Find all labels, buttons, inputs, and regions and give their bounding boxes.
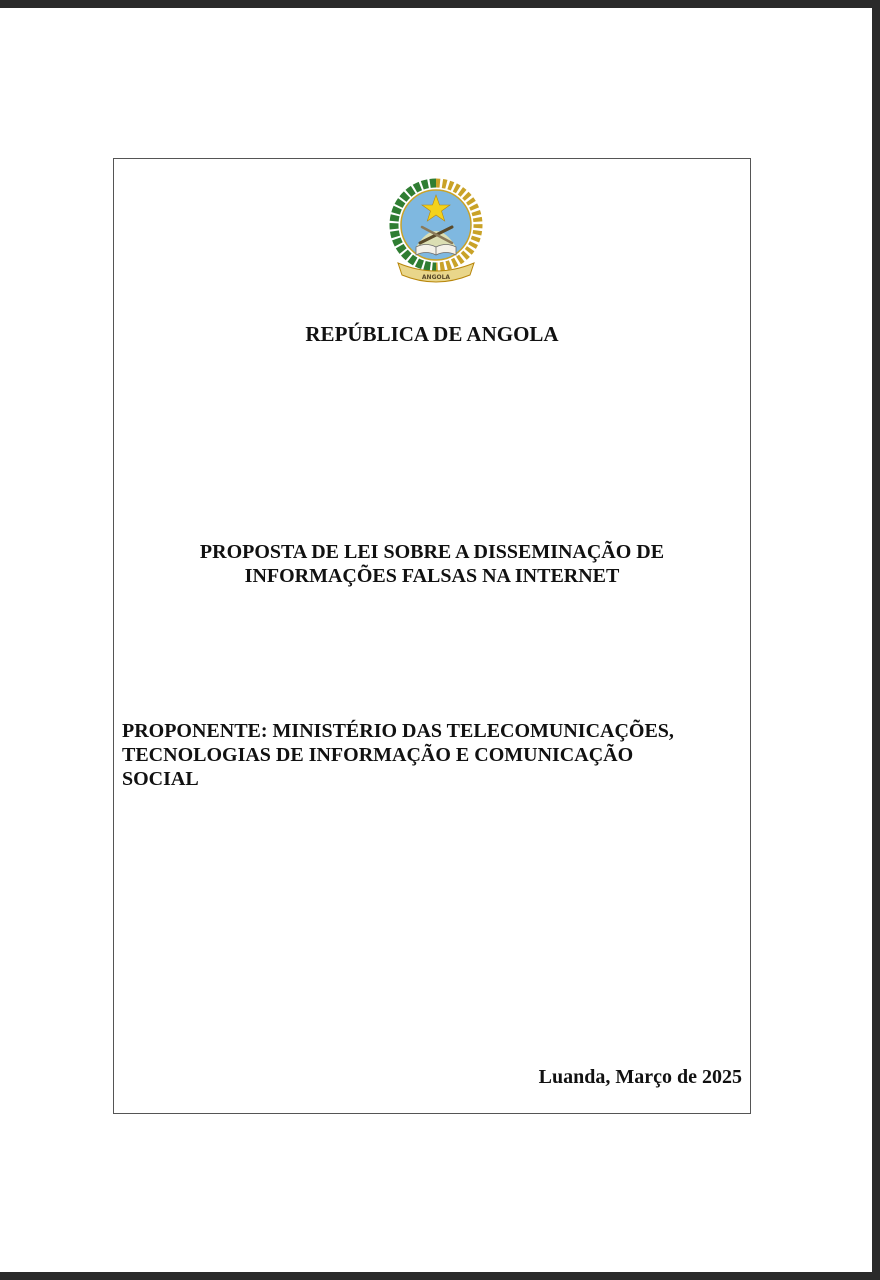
angola-coat-of-arms-icon [386,175,486,289]
proponent [122,719,742,791]
emblem-ribbon-label: ANGOLA [421,274,451,281]
place-date: Luanda, Março de 2025 [538,1066,742,1088]
proponent-line-3: SOCIAL [122,768,199,790]
cover-frame [113,158,751,1114]
proponent-line-2: TECNOLOGIAS DE INFORMAÇÃO E COMUNICAÇÃO [122,744,634,766]
proposal-title-line-2: INFORMAÇÕES FALSAS NA INTERNET [244,565,620,587]
proposal-title-line-1: PROPOSTA DE LEI SOBRE A DISSEMINAÇÃO DE [199,541,665,563]
country-name: REPÚBLICA DE ANGOLA [305,322,559,346]
proponent-line-1: PROPONENTE: MINISTÉRIO DAS TELECOMUNICAÇÕES, [122,720,674,742]
proposal-title [114,540,750,588]
document-page [0,8,872,1272]
